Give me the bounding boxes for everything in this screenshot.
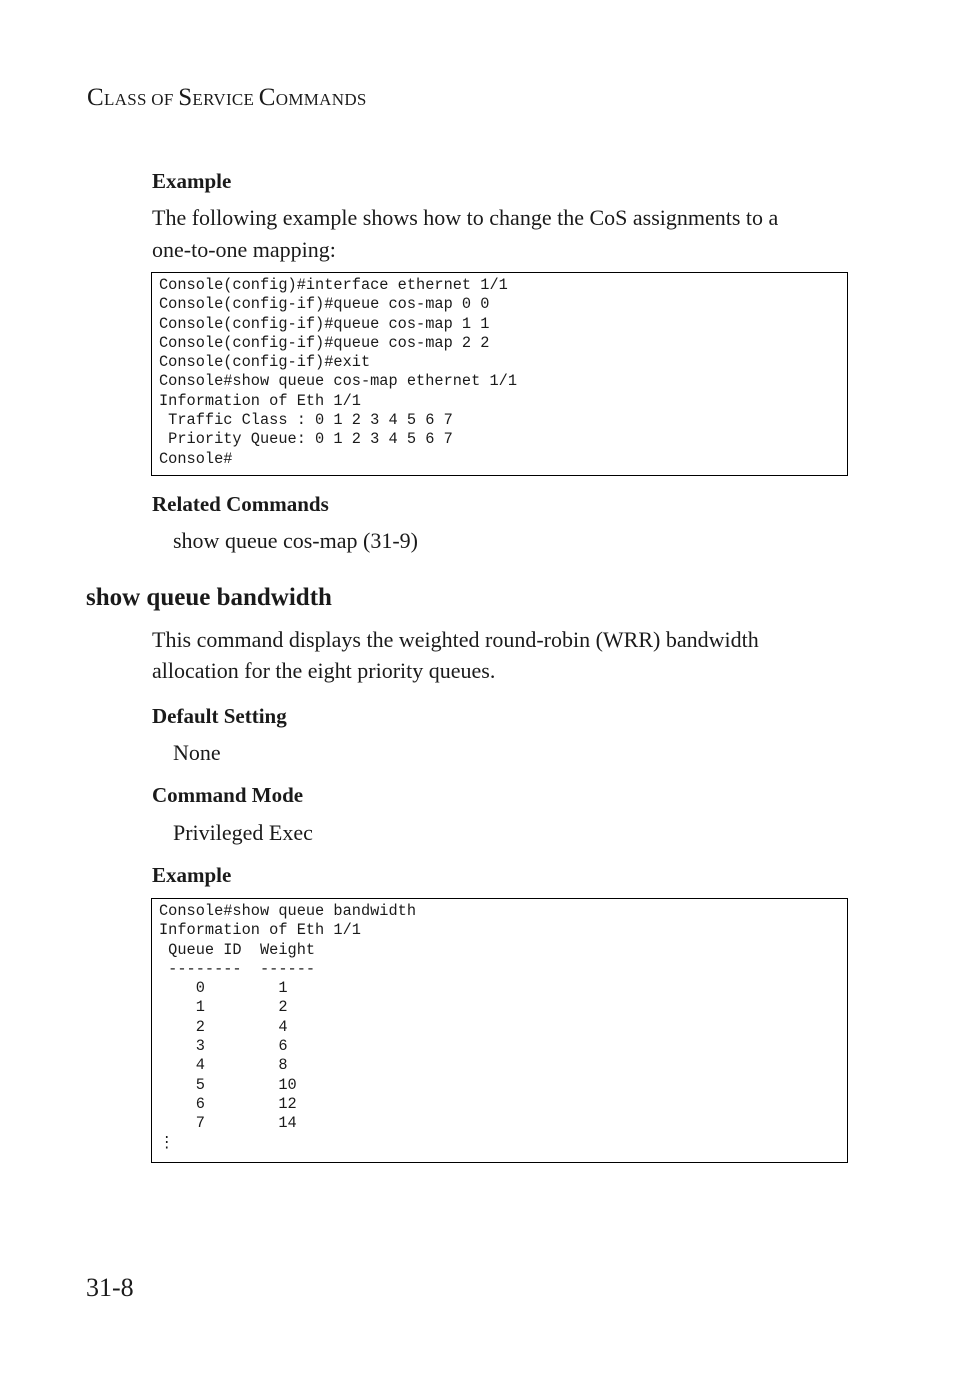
default-setting-heading: Default Setting [152,704,287,728]
example-heading: Example [152,169,232,193]
command-mode-heading: Command Mode [152,783,304,807]
code-text: Console#show queue bandwidth Information of Eth 1/1 Queue ID Weight -------- ------ 0 1 1 2 2 4 3 6 4 8 5 10 6 12 7 14 ⋮ [159,902,417,1152]
example-intro-line2: one-to-one mapping: [152,237,336,262]
code-block-cos-map [151,272,848,476]
default-setting-value: None [173,740,221,765]
code-block-bandwidth [151,898,848,1163]
running-head [87,84,367,112]
command-mode-value: Privileged Exec [173,820,313,845]
running-head-initial: S [178,84,193,111]
example2-heading: Example [152,863,232,887]
section-desc-line1: This command displays the weighted round-robin (WRR) bandwidth [152,627,759,652]
related-command-link[interactable]: show queue cos-map (31-9) [173,528,418,553]
related-commands-heading: Related Commands [152,492,329,516]
running-head-part: ERVICE [192,90,259,109]
section-title: show queue bandwidth [86,584,332,611]
section-desc-line2: allocation for the eight priority queues. [152,658,496,683]
code-text: Console(config)#interface ethernet 1/1 Console(config-if)#queue cos-map 0 0 Console(config-if)#queue cos-map 1 1 Console(config-if)#queue cos-map 2 2 Console(config-if)#exit Console#show queue cos-map ethernet 1/1 Information of Eth 1/1 Traffic Class : 0 1 2 3 4 5 6 7 Priority Queue: 0 1 2 3 4 5 6 7 Console# [159,276,518,468]
running-head-part: OMMANDS [275,90,367,109]
example-intro-line1: The following example shows how to change the CoS assignments to a [152,205,779,230]
running-head-initial: C [87,84,104,111]
running-head-part: LASS OF [103,90,179,109]
page-number: 31-8 [86,1273,134,1302]
running-head-initial: C [258,84,276,111]
